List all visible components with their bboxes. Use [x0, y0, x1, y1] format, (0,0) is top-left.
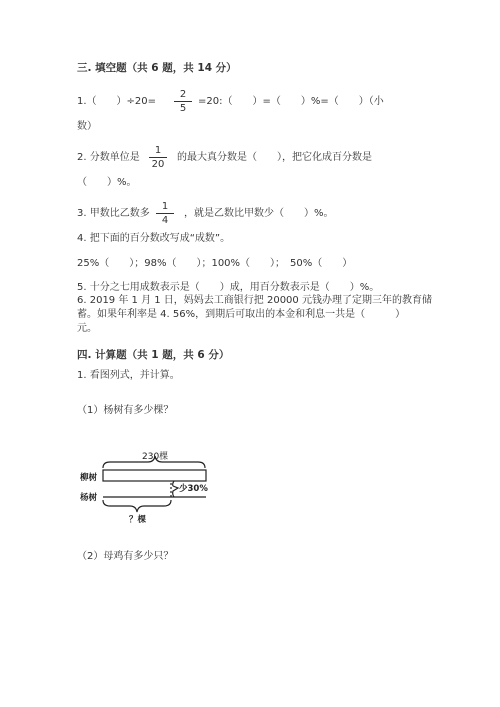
question-2-continuation: （ ）%。 — [77, 177, 137, 188]
question-2-part-a: 2. 分数单位是 — [77, 152, 140, 163]
fraction-numerator: 1 — [161, 201, 169, 212]
top-brace — [103, 456, 205, 468]
question-1-part-a: 1.（ ）÷20= — [77, 96, 157, 107]
calc-question-2: （2）母鸡有多少只？ — [77, 551, 174, 562]
fraction-denominator: 4 — [161, 215, 169, 226]
question-3-part-a: 3. 甲数比乙数多 — [77, 208, 150, 219]
fraction-bar — [174, 101, 192, 102]
fraction-bar — [149, 157, 167, 158]
bottom-brace — [103, 500, 171, 512]
question-1-continuation: 数） — [77, 121, 97, 132]
poplar-label: 杨树 — [80, 493, 98, 503]
question-2-part-b: 的最大真分数是（ ），把它化成百分数是 — [177, 152, 372, 163]
question-4: 4. 把下面的百分数改写成“成数”。 — [77, 233, 231, 244]
calc-intro: 1. 看图列式，并计算。 — [77, 370, 180, 381]
fraction-1-20 — [149, 145, 167, 170]
section-4-heading: 四. 计算题（共 1 题，共 6 分） — [77, 349, 230, 361]
fraction-numerator: 2 — [179, 89, 187, 100]
question-1-part-b: =20:（ ）=（ ）%=（ ）（小 — [198, 96, 384, 107]
fraction-bar — [156, 213, 174, 214]
fraction-denominator: 20 — [151, 159, 165, 170]
willow-label: 柳树 — [80, 473, 98, 483]
calc-question-1: （1）杨树有多少棵？ — [77, 405, 174, 416]
question-6-line-1: 6. 2019 年 1 月 1 日，妈妈去工商银行把 20000 元钱办理了定期三年的教育储 — [77, 295, 432, 306]
difference-brace — [173, 481, 178, 497]
question-6-line-2: 蓄。如果年利率是 4. 56%，到期后可取出的本金和利息一共是（ ） — [77, 309, 406, 320]
section-3-heading: 三. 填空题（共 6 题，共 14 分） — [77, 62, 237, 74]
willow-bar — [103, 470, 206, 481]
bottom-brace-label: ？棵 — [129, 515, 147, 525]
question-6-line-3: 元。 — [77, 323, 97, 334]
fraction-1-4 — [156, 201, 174, 226]
question-4-items: 25%（ ）；98%（ ）；100%（ ）； 50%（ ） — [77, 258, 353, 269]
top-brace-label: 230棵 — [142, 452, 169, 462]
fraction-2-5 — [174, 89, 192, 114]
difference-label: 少30% — [179, 484, 208, 494]
question-5: 5. 十分之七用成数表示是（ ）成，用百分数表示是（ ）%。 — [77, 282, 380, 293]
fraction-numerator: 1 — [154, 145, 162, 156]
question-3-part-b: ，就是乙数比甲数少（ ）%。 — [184, 208, 334, 219]
fraction-denominator: 5 — [179, 103, 187, 114]
